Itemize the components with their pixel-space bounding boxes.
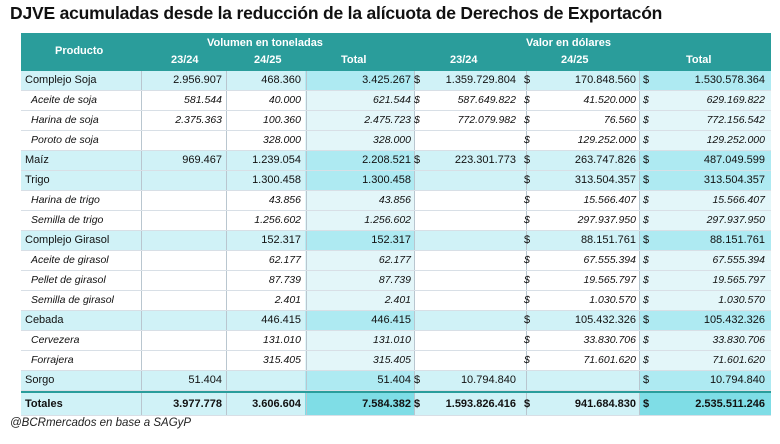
column-divider [639,171,640,190]
value-cell-v4 [426,311,516,330]
value-cell-v1: 3.977.778 [173,398,222,410]
value-cell-v4 [426,251,516,270]
currency-sign: $ [524,134,530,146]
value-cell-v2: 1.239.054 [252,154,301,166]
value-cell-v1 [141,211,222,230]
currency-sign: $ [414,154,421,166]
currency-sign: $ [414,114,420,126]
column-divider [226,131,227,150]
row-label: Poroto de soja [31,134,99,146]
value-cell-v2: 43.856 [268,194,301,206]
header-volumen: Volumen en toneladas [207,37,323,49]
value-cell-v3: 87.739 [378,274,411,286]
currency-sign [414,131,426,150]
value-cell-v6: 297.937.950 [706,214,765,226]
column-divider [226,231,227,250]
value-cell-v1 [141,271,222,290]
currency-sign: $ [524,274,530,286]
column-divider [226,331,227,350]
currency-sign: $ [643,214,649,226]
currency-sign [414,351,426,370]
value-cell-v1 [141,331,222,350]
currency-sign [414,211,426,230]
value-cell-v3: 2.475.723 [364,114,411,126]
currency-sign: $ [643,194,649,206]
currency-sign: $ [524,74,531,86]
column-divider [639,393,640,415]
value-cell-v4: 587.649.822 [457,94,516,106]
row-label: Forrajera [31,354,74,366]
value-cell-v5: 297.937.950 [577,214,636,226]
value-cell-v3: 62.177 [378,254,411,266]
value-cell-v2: 87.739 [268,274,301,286]
header-col-23-24-val: 23/24 [450,54,478,66]
column-divider [226,191,227,210]
value-cell-v2: 131.010 [263,334,301,346]
value-cell-v4 [426,331,516,350]
subproduct-row [21,91,771,111]
value-cell-v2: 152.317 [261,234,301,246]
row-label: Cervezera [31,334,80,346]
djve-table [21,33,771,416]
value-cell-v5: 313.504.357 [574,174,636,186]
subproduct-row [21,351,771,371]
value-cell-v4 [426,351,516,370]
currency-sign: $ [524,294,530,306]
currency-sign [414,171,426,190]
value-cell-v2: 446.415 [261,314,301,326]
value-cell-v6: 1.530.578.364 [694,74,765,86]
product-row [21,151,771,171]
row-label: Complejo Soja [25,74,97,86]
value-cell-v1 [141,231,222,250]
currency-sign: $ [524,234,531,246]
header-col-24-25-val: 24/25 [561,54,589,66]
currency-sign: $ [414,74,421,86]
column-divider [639,71,640,90]
table-header [21,33,771,71]
product-row [21,371,771,391]
column-divider [639,251,640,270]
currency-sign: $ [524,154,531,166]
value-cell-v5: 41.520.000 [583,94,636,106]
currency-sign: $ [643,114,649,126]
row-label: Harina de trigo [31,194,100,206]
value-cell-v2: 100.360 [263,114,301,126]
row-label: Cebada [25,314,64,326]
row-label: Harina de soja [31,114,99,126]
column-divider [226,271,227,290]
row-label: Maíz [25,154,49,166]
subproduct-row [21,271,771,291]
value-cell-v6: 772.156.542 [706,114,765,126]
currency-sign: $ [643,334,649,346]
product-row [21,311,771,331]
currency-sign: $ [643,134,649,146]
currency-sign: $ [643,314,650,326]
value-cell-v1: 2.375.363 [175,114,222,126]
subproduct-row [21,131,771,151]
column-divider [639,111,640,130]
column-divider [226,291,227,310]
column-divider [226,111,227,130]
value-cell-v1 [141,131,222,150]
value-cell-v4: 10.794.840 [460,374,516,386]
column-divider [639,351,640,370]
currency-sign: $ [524,254,530,266]
currency-sign: $ [643,174,650,186]
row-label: Complejo Girasol [25,234,110,246]
value-cell-v3: 2.208.521 [362,154,411,166]
value-cell-v6: 88.151.761 [709,234,765,246]
value-cell-v4 [426,211,516,230]
value-cell-v3: 315.405 [373,354,411,366]
header-col-total-vol: Total [341,54,367,66]
column-divider [639,131,640,150]
column-divider [226,311,227,330]
value-cell-v6: 129.252.000 [706,134,765,146]
value-cell-v5: 263.747.826 [574,154,636,166]
value-cell-v5: 71.601.620 [583,354,636,366]
currency-sign [414,191,426,210]
currency-sign: $ [524,194,530,206]
value-cell-v1 [141,351,222,370]
value-cell-v2: 62.177 [268,254,301,266]
value-cell-v5: 105.432.326 [574,314,636,326]
column-divider [226,211,227,230]
value-cell-v6: 105.432.326 [703,314,765,326]
value-cell-v1: 969.467 [182,154,222,166]
value-cell-v5: 129.252.000 [577,134,636,146]
value-cell-v3: 621.544 [373,94,411,106]
column-divider [226,351,227,370]
value-cell-v1 [141,291,222,310]
product-row [21,71,771,91]
value-cell-v6: 313.504.357 [703,174,765,186]
currency-sign: $ [414,374,421,386]
row-label: Sorgo [25,374,55,386]
currency-sign: $ [643,294,649,306]
currency-sign: $ [524,214,530,226]
value-cell-v4: 1.359.729.804 [445,74,516,86]
value-cell-v5: 88.151.761 [580,234,636,246]
row-label: Trigo [25,174,50,186]
value-cell-v3: 2.401 [384,294,411,306]
column-divider [226,151,227,170]
currency-sign: $ [643,94,649,106]
value-cell-v1: 581.544 [184,94,222,106]
value-cell-v5: 170.848.560 [574,74,636,86]
value-cell-v3: 152.317 [371,234,411,246]
value-cell-v5: 19.565.797 [583,274,636,286]
value-cell-v3: 43.856 [378,194,411,206]
currency-sign [414,291,426,310]
value-cell-v4: 772.079.982 [457,114,516,126]
value-cell-v5 [536,371,636,390]
currency-sign [414,251,426,270]
currency-sign: $ [524,114,530,126]
value-cell-v1: 51.404 [188,374,222,386]
value-cell-v6: 15.566.407 [712,194,765,206]
currency-sign: $ [643,74,650,86]
value-cell-v1 [141,311,222,330]
value-cell-v4 [426,171,516,190]
currency-sign [524,371,536,390]
column-divider [226,251,227,270]
value-cell-v1: 2.956.907 [173,74,222,86]
totals-row [21,391,771,416]
value-cell-v4 [426,231,516,250]
value-cell-v1 [141,171,222,190]
value-cell-v3: 1.300.458 [362,174,411,186]
currency-sign [414,311,426,330]
value-cell-v4 [426,131,516,150]
value-cell-v5: 1.030.570 [589,294,636,306]
row-label: Pellet de girasol [31,274,106,286]
value-cell-v6: 33.830.706 [712,334,765,346]
value-cell-v5: 15.566.407 [583,194,636,206]
currency-sign: $ [414,398,421,410]
header-col-23-24-vol: 23/24 [171,54,199,66]
column-divider [226,91,227,110]
value-cell-v2 [231,371,301,390]
value-cell-v6: 19.565.797 [712,274,765,286]
column-divider [639,271,640,290]
value-cell-v6: 71.601.620 [712,354,765,366]
value-cell-v5: 76.560 [603,114,636,126]
row-label: Totales [25,398,63,410]
row-label: Semilla de girasol [31,294,114,306]
currency-sign: $ [643,374,650,386]
value-cell-v5: 67.555.394 [583,254,636,266]
value-cell-v6: 629.169.822 [706,94,765,106]
value-cell-v6: 487.049.599 [703,154,765,166]
column-divider [226,371,227,390]
column-divider [226,393,227,415]
value-cell-v2: 315.405 [263,354,301,366]
subproduct-row [21,111,771,131]
subproduct-row [21,291,771,311]
value-cell-v4: 223.301.773 [454,154,516,166]
column-divider [639,191,640,210]
row-label: Aceite de girasol [31,254,109,266]
currency-sign: $ [414,94,420,106]
value-cell-v5: 33.830.706 [583,334,636,346]
column-divider [639,371,640,390]
column-divider [639,91,640,110]
page-title: DJVE acumuladas desde la reducción de la alícuota de Derechos de Exportacón [10,3,663,23]
currency-sign [414,231,426,250]
value-cell-v6: 2.535.511.246 [695,398,765,410]
value-cell-v4: 1.593.826.416 [445,398,516,410]
header-col-24-25-vol: 24/25 [254,54,282,66]
value-cell-v1 [141,191,222,210]
value-cell-v6: 10.794.840 [709,374,765,386]
value-cell-v2: 3.606.604 [252,398,301,410]
row-label: Semilla de trigo [31,214,104,226]
value-cell-v1 [141,251,222,270]
currency-sign: $ [643,154,650,166]
column-divider [639,291,640,310]
header-valor: Valor en dólares [526,37,611,49]
header-producto: Producto [55,45,104,57]
value-cell-v3: 3.425.267 [362,74,411,86]
subproduct-row [21,251,771,271]
currency-sign: $ [643,234,650,246]
value-cell-v3: 51.404 [377,374,411,386]
table-body [21,71,771,416]
value-cell-v2: 328.000 [263,134,301,146]
value-cell-v3: 328.000 [373,134,411,146]
value-cell-v3: 446.415 [371,314,411,326]
column-divider [639,311,640,330]
value-cell-v3: 7.584.382 [362,398,411,410]
subproduct-row [21,191,771,211]
value-cell-v6: 67.555.394 [712,254,765,266]
value-cell-v4 [426,191,516,210]
value-cell-v2: 2.401 [274,294,301,306]
product-row [21,231,771,251]
value-cell-v4 [426,291,516,310]
currency-sign: $ [524,94,530,106]
value-cell-v3: 1.256.602 [364,214,411,226]
row-label: Aceite de soja [31,94,97,106]
value-cell-v2: 40.000 [268,94,301,106]
subproduct-row [21,211,771,231]
value-cell-v6: 1.030.570 [718,294,765,306]
currency-sign [414,271,426,290]
currency-sign: $ [643,354,649,366]
currency-sign: $ [524,398,531,410]
column-divider [639,151,640,170]
currency-sign: $ [643,254,649,266]
currency-sign: $ [524,314,531,326]
column-divider [226,71,227,90]
currency-sign: $ [643,274,649,286]
column-divider [639,331,640,350]
value-cell-v2: 1.256.602 [254,214,301,226]
source-credit: @BCRmercados en base a SAGyP [10,417,192,429]
product-row [21,171,771,191]
currency-sign: $ [524,334,530,346]
column-divider [639,211,640,230]
column-divider [639,231,640,250]
value-cell-v4 [426,271,516,290]
subproduct-row [21,331,771,351]
value-cell-v3: 131.010 [373,334,411,346]
currency-sign: $ [524,174,531,186]
value-cell-v2: 468.360 [261,74,301,86]
value-cell-v5: 941.684.830 [574,398,636,410]
column-divider [226,171,227,190]
currency-sign: $ [524,354,530,366]
currency-sign: $ [643,398,650,410]
header-col-total-val: Total [686,54,712,66]
value-cell-v2: 1.300.458 [252,174,301,186]
currency-sign [414,331,426,350]
